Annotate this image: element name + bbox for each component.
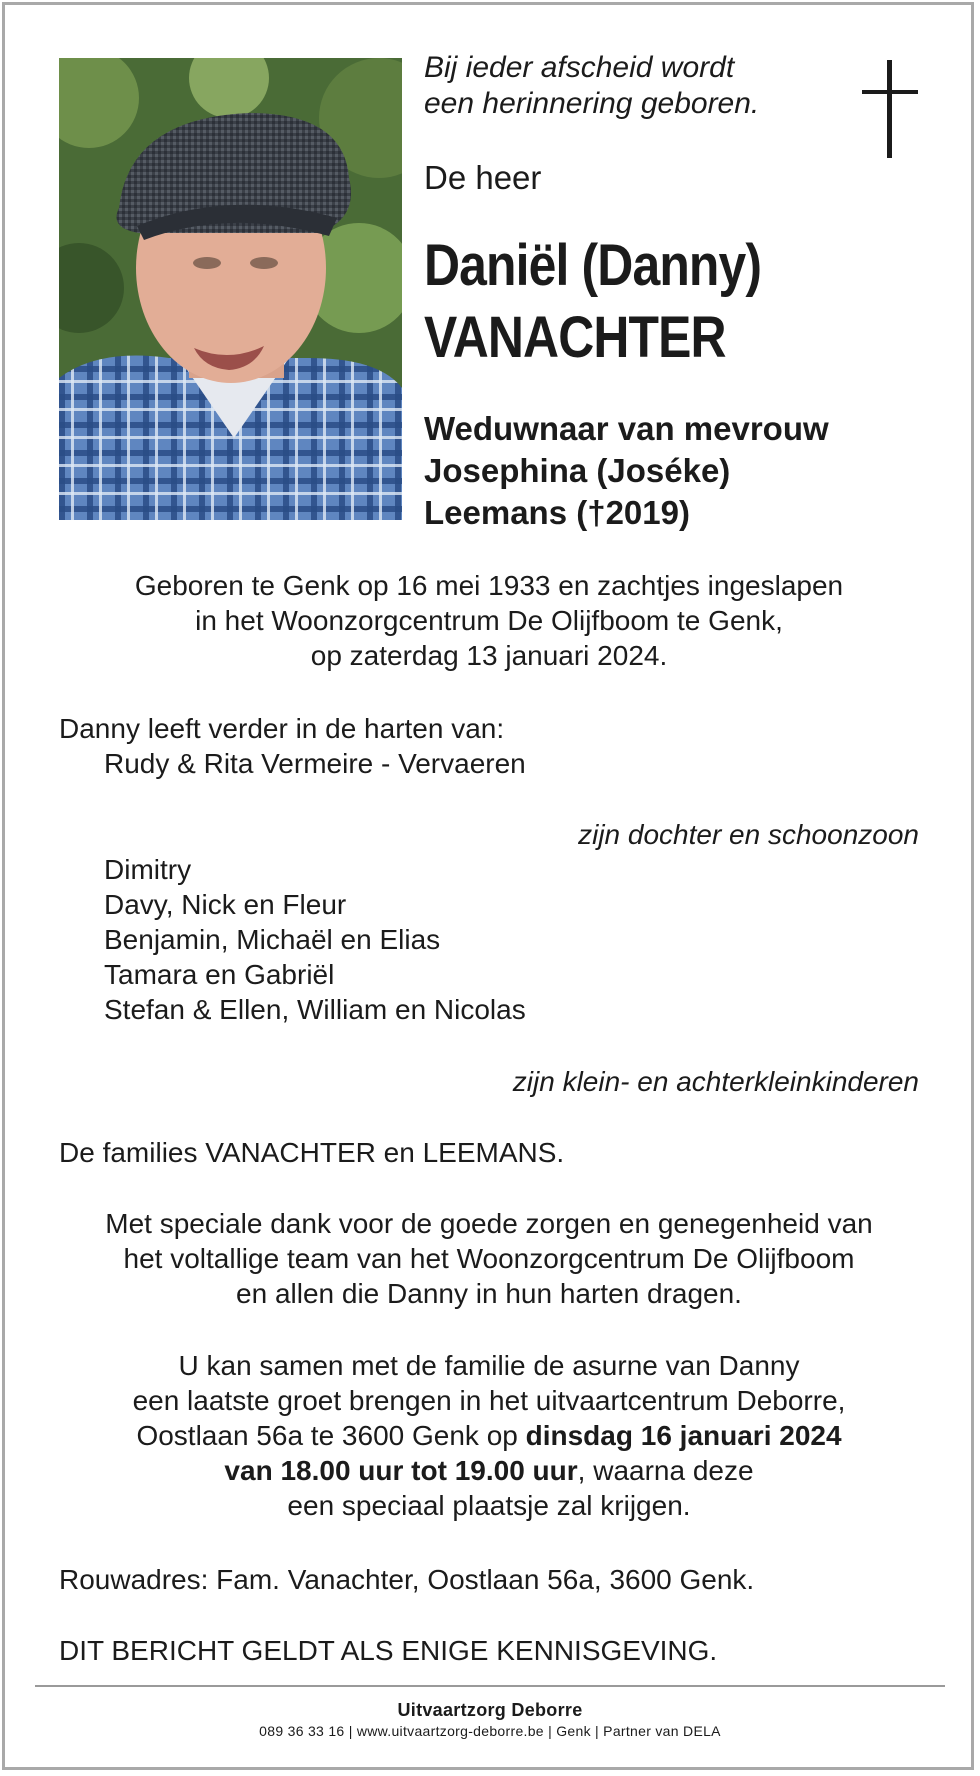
birth-line-3: op zaterdag 13 januari 2024. <box>310 640 668 671</box>
birth-line-1: Geboren te Genk op 16 mei 1933 en zachtjes ingeslapen <box>134 570 844 601</box>
visit-line-3-text: Oostlaan 56a te 3600 Genk op <box>136 1420 526 1451</box>
families-line: De families VANACHTER en LEEMANS. <box>59 1137 565 1168</box>
visit-line-4-text: , waarna deze <box>577 1455 754 1486</box>
visit-time: van 18.00 uur tot 19.00 uur <box>224 1455 578 1486</box>
visit-line-5: een speciaal plaatsje zal krijgen. <box>287 1490 691 1521</box>
honorific-title: De heer <box>424 159 542 196</box>
visit-paragraph <box>59 1348 919 1523</box>
thanks-line-3: en allen die Danny in hun harten dragen. <box>236 1278 742 1309</box>
grandchildren-list <box>104 852 526 1027</box>
visit-line-1: U kan samen met de familie de asurne van Danny <box>178 1350 800 1381</box>
visit-line-3 <box>59 1418 919 1453</box>
children-names: Rudy & Rita Vermeire - Vervaeren <box>104 748 526 779</box>
visit-line-2: een laatste groet brengen in het uitvaartcentrum Deborre, <box>132 1385 846 1416</box>
family-intro: Danny leeft verder in de harten van: <box>59 713 505 744</box>
portrait-photo <box>59 58 402 520</box>
name-line-1: Daniël (Danny) <box>424 233 762 298</box>
list-item: Tamara en Gabriël <box>104 959 335 990</box>
visit-date: dinsdag 16 januari 2024 <box>525 1420 842 1451</box>
name-line-2: VANACHTER <box>424 305 726 370</box>
widow-line-1: Weduwnaar van mevrouw <box>424 410 829 447</box>
widow-line-3: Leemans (†2019) <box>424 494 690 531</box>
widow-line-2: Josephina (Joséke) <box>424 452 731 489</box>
widower-info <box>424 408 829 534</box>
birth-line-2: in het Woonzorgcentrum De Olijfboom te Genk, <box>195 605 783 636</box>
birth-paragraph <box>59 568 919 673</box>
notice-line: DIT BERICHT GELDT ALS ENIGE KENNISGEVING. <box>59 1635 718 1666</box>
memorial-quote <box>424 50 759 122</box>
funeral-home-contact: 089 36 33 16 | www.uitvaartzorg-deborre.be | Genk | Partner van DELA <box>259 1723 721 1739</box>
grandchildren-label: zijn klein- en achterkleinkinderen <box>512 1066 919 1097</box>
funeral-home-name: Uitvaartzorg Deborre <box>397 1700 583 1720</box>
cross-icon <box>862 60 918 160</box>
footer-divider <box>35 1685 945 1687</box>
deceased-name <box>424 230 761 374</box>
quote-line-1: Bij ieder afscheid wordt <box>424 51 735 84</box>
list-item: Davy, Nick en Fleur <box>104 889 347 920</box>
thanks-line-2: het voltallige team van het Woonzorgcentrum De Olijfboom <box>123 1243 855 1274</box>
list-item: Dimitry <box>104 854 192 885</box>
quote-line-2: een herinnering geboren. <box>424 87 760 120</box>
mourning-address: Rouwadres: Fam. Vanachter, Oostlaan 56a, 3600 Genk. <box>59 1564 755 1595</box>
children-label: zijn dochter en schoonzoon <box>578 819 919 850</box>
list-item: Stefan & Ellen, William en Nicolas <box>104 994 526 1025</box>
list-item: Benjamin, Michaël en Elias <box>104 924 441 955</box>
thanks-paragraph <box>59 1206 919 1311</box>
thanks-line-1: Met speciale dank voor de goede zorgen en genegenheid van <box>105 1208 873 1239</box>
visit-line-4 <box>59 1453 919 1488</box>
